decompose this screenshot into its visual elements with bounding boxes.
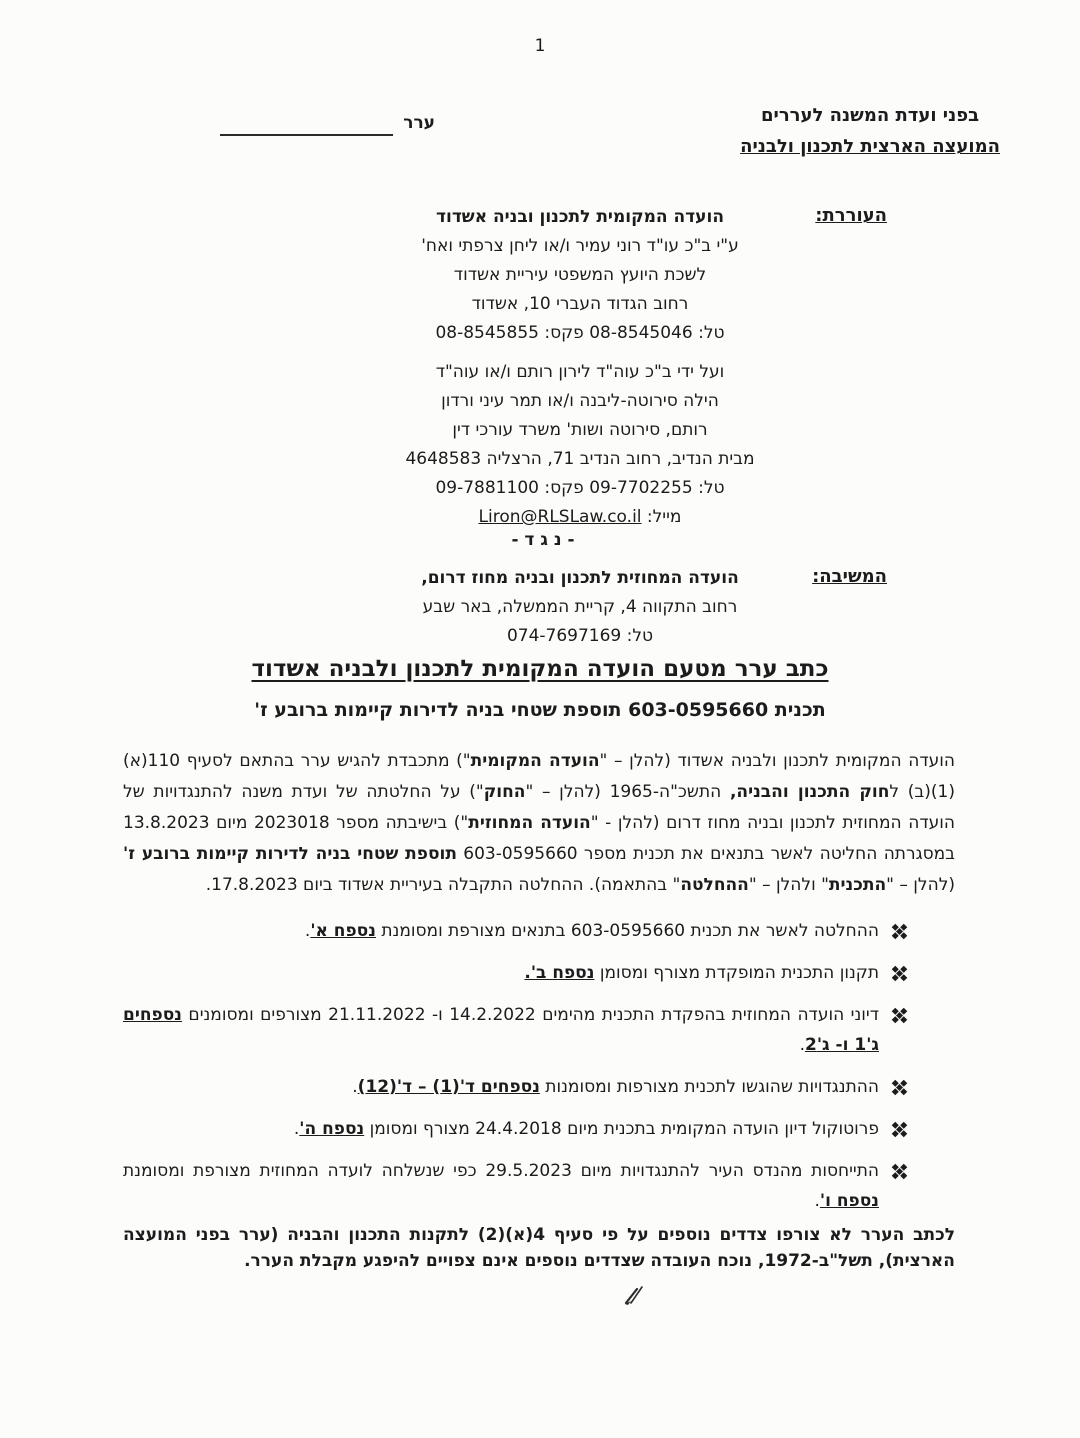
handwritten-mark (622, 1282, 648, 1308)
annex-bullet-list (123, 916, 908, 1228)
email-link[interactable]: Liron@RLSLaw.co.il (478, 507, 642, 527)
list-item: פרוטוקול דיון הועדה המקומית בתכנית מיום 24.4.2018 מצורף ומסומן נספח ה'. (123, 1114, 908, 1144)
page-number: 1 (534, 36, 546, 56)
phone-line: טל: 074-7697169 (506, 626, 654, 646)
address-line: רותם, סירוטה ושות' משרד עורכי דין (452, 420, 708, 440)
address-line: הילה סירוטה-ליבנה ו/או תמר עיני ורדון (441, 391, 719, 411)
document-title: כתב ערר מטעם הועדה המקומית לתכנון ולבניה אשדוד (251, 656, 829, 682)
address-line: ועל ידי ב"כ עוה"ד לירון רותם ו/או עוה"ד (435, 362, 725, 382)
appeal-number-field (220, 110, 435, 136)
list-item: ההתנגדויות שהוגשו לתכנית מצורפות ומסומנות נספחים ד'(1) – ד'(12). (123, 1072, 908, 1102)
opening-paragraph: הועדה המקומית לתכנון ולבניה אשדוד (להלן – "הועדה המקומית") מתכבדת להגיש ערר בהתאם לסעיף 110(א)(1)(ב) לחוק התכנון והבניה, התשכ"ה-1965 (להלן – "החוק") על החלטתה של ועדת משנה להתנגדויות של הועדה המחוזית לתכנון ובניה מחוז דרום (להלן - "הועדה המחוזית") בישיבתה מספר 2023018 מיום 13.8.2023 במסגרתה החליטה לאשר בתנאים את תכנית מספר 603-0595660 תוספת שטחי בניה לדירות קיימות ברובע ז' (להלן – "התכנית" ולהלן – "ההחלטה" בהתאמה). ההחלטה התקבלה בעיריית אשדוד ביום 17.8.2023. (123, 751, 955, 895)
address-line: רחוב התקווה 4, קריית הממשלה, באר שבע (422, 597, 738, 617)
email-label: מייל: (646, 507, 682, 527)
appellant-label: העוררת: (815, 205, 887, 226)
address-line: ע"י ב"כ עו"ד רוני עמיר ו/או ליחן צרפתי ואח' (421, 236, 739, 256)
list-item: דיוני הועדה המחוזית בהפקדת התכנית מהימים 14.2.2022 ו- 21.11.2022 מצורפים ומסומנים נספחים ג'1 ו- ג'2. (123, 1000, 908, 1060)
list-item: ההחלטה לאשר את תכנית 603-0595660 בתנאים מצורפת ומסומנת נספח א'. (123, 916, 908, 946)
appellant-name: הועדה המקומית לתכנון ובניה אשדוד (435, 207, 725, 227)
respondent-label: המשיבה: (812, 566, 887, 587)
bullet-diamond-icon (890, 1114, 908, 1144)
list-item: תקנון התכנית המופקדת מצורף ומסומן נספח ב'. (123, 958, 908, 988)
versus-divider: - נ ג ד - (511, 530, 575, 550)
bullet-diamond-icon (890, 1156, 908, 1216)
bullet-diamond-icon (890, 1000, 908, 1060)
respondent-address-block (330, 564, 830, 651)
court-header-line2: המועצה הארצית לתכנון ולבניה (740, 136, 1000, 157)
address-line: מבית הנדיב, רחוב הנדיב 71, הרצליה 4648583 (405, 449, 755, 469)
appeal-number-blank (220, 112, 393, 136)
phone-fax-line: טל: 09-7702255 פקס: 09-7881100 (435, 478, 725, 498)
bullet-diamond-icon (890, 916, 908, 946)
address-line: לשכת היועץ המשפטי עיריית אשדוד (453, 265, 707, 285)
list-item: התייחסות מהנדס העיר להתנגדויות מיום 29.5.2023 כפי שנשלחה לועדה המחוזית מצורפת ומסומנת נספח ו'. (123, 1156, 908, 1216)
closing-paragraph: לכתב הערר לא צורפו צדדים נוספים על פי סעיף 4(א)(2) לתקנות התכנון והבניה (ערר בפני המועצה הארצית), תשל"ב-1972, נוכח העובדה שצדדים נוספים אינם צפויים להיפגע מקבלת הערר. (123, 1225, 955, 1271)
appeal-number-label: ערר (403, 113, 435, 133)
second-counsel-block (330, 358, 830, 532)
phone-fax-line: טל: 08-8545046 פקס: 08-8545855 (435, 323, 725, 343)
appellant-address-block (330, 203, 830, 348)
respondent-name: הועדה המחוזית לתכנון ובניה מחוז דרום, (421, 568, 739, 588)
bullet-diamond-icon (890, 1072, 908, 1102)
court-header (740, 100, 1000, 162)
email-line (330, 503, 830, 532)
document-subtitle: תכנית 603-0595660 תוספת שטחי בניה לדירות קיימות ברובע ז' (254, 699, 826, 721)
court-header-line1: בפני ועדת המשנה לעררים (761, 105, 980, 126)
bullet-diamond-icon (890, 958, 908, 988)
address-line: רחוב הגדוד העברי 10, אשדוד (471, 294, 689, 314)
